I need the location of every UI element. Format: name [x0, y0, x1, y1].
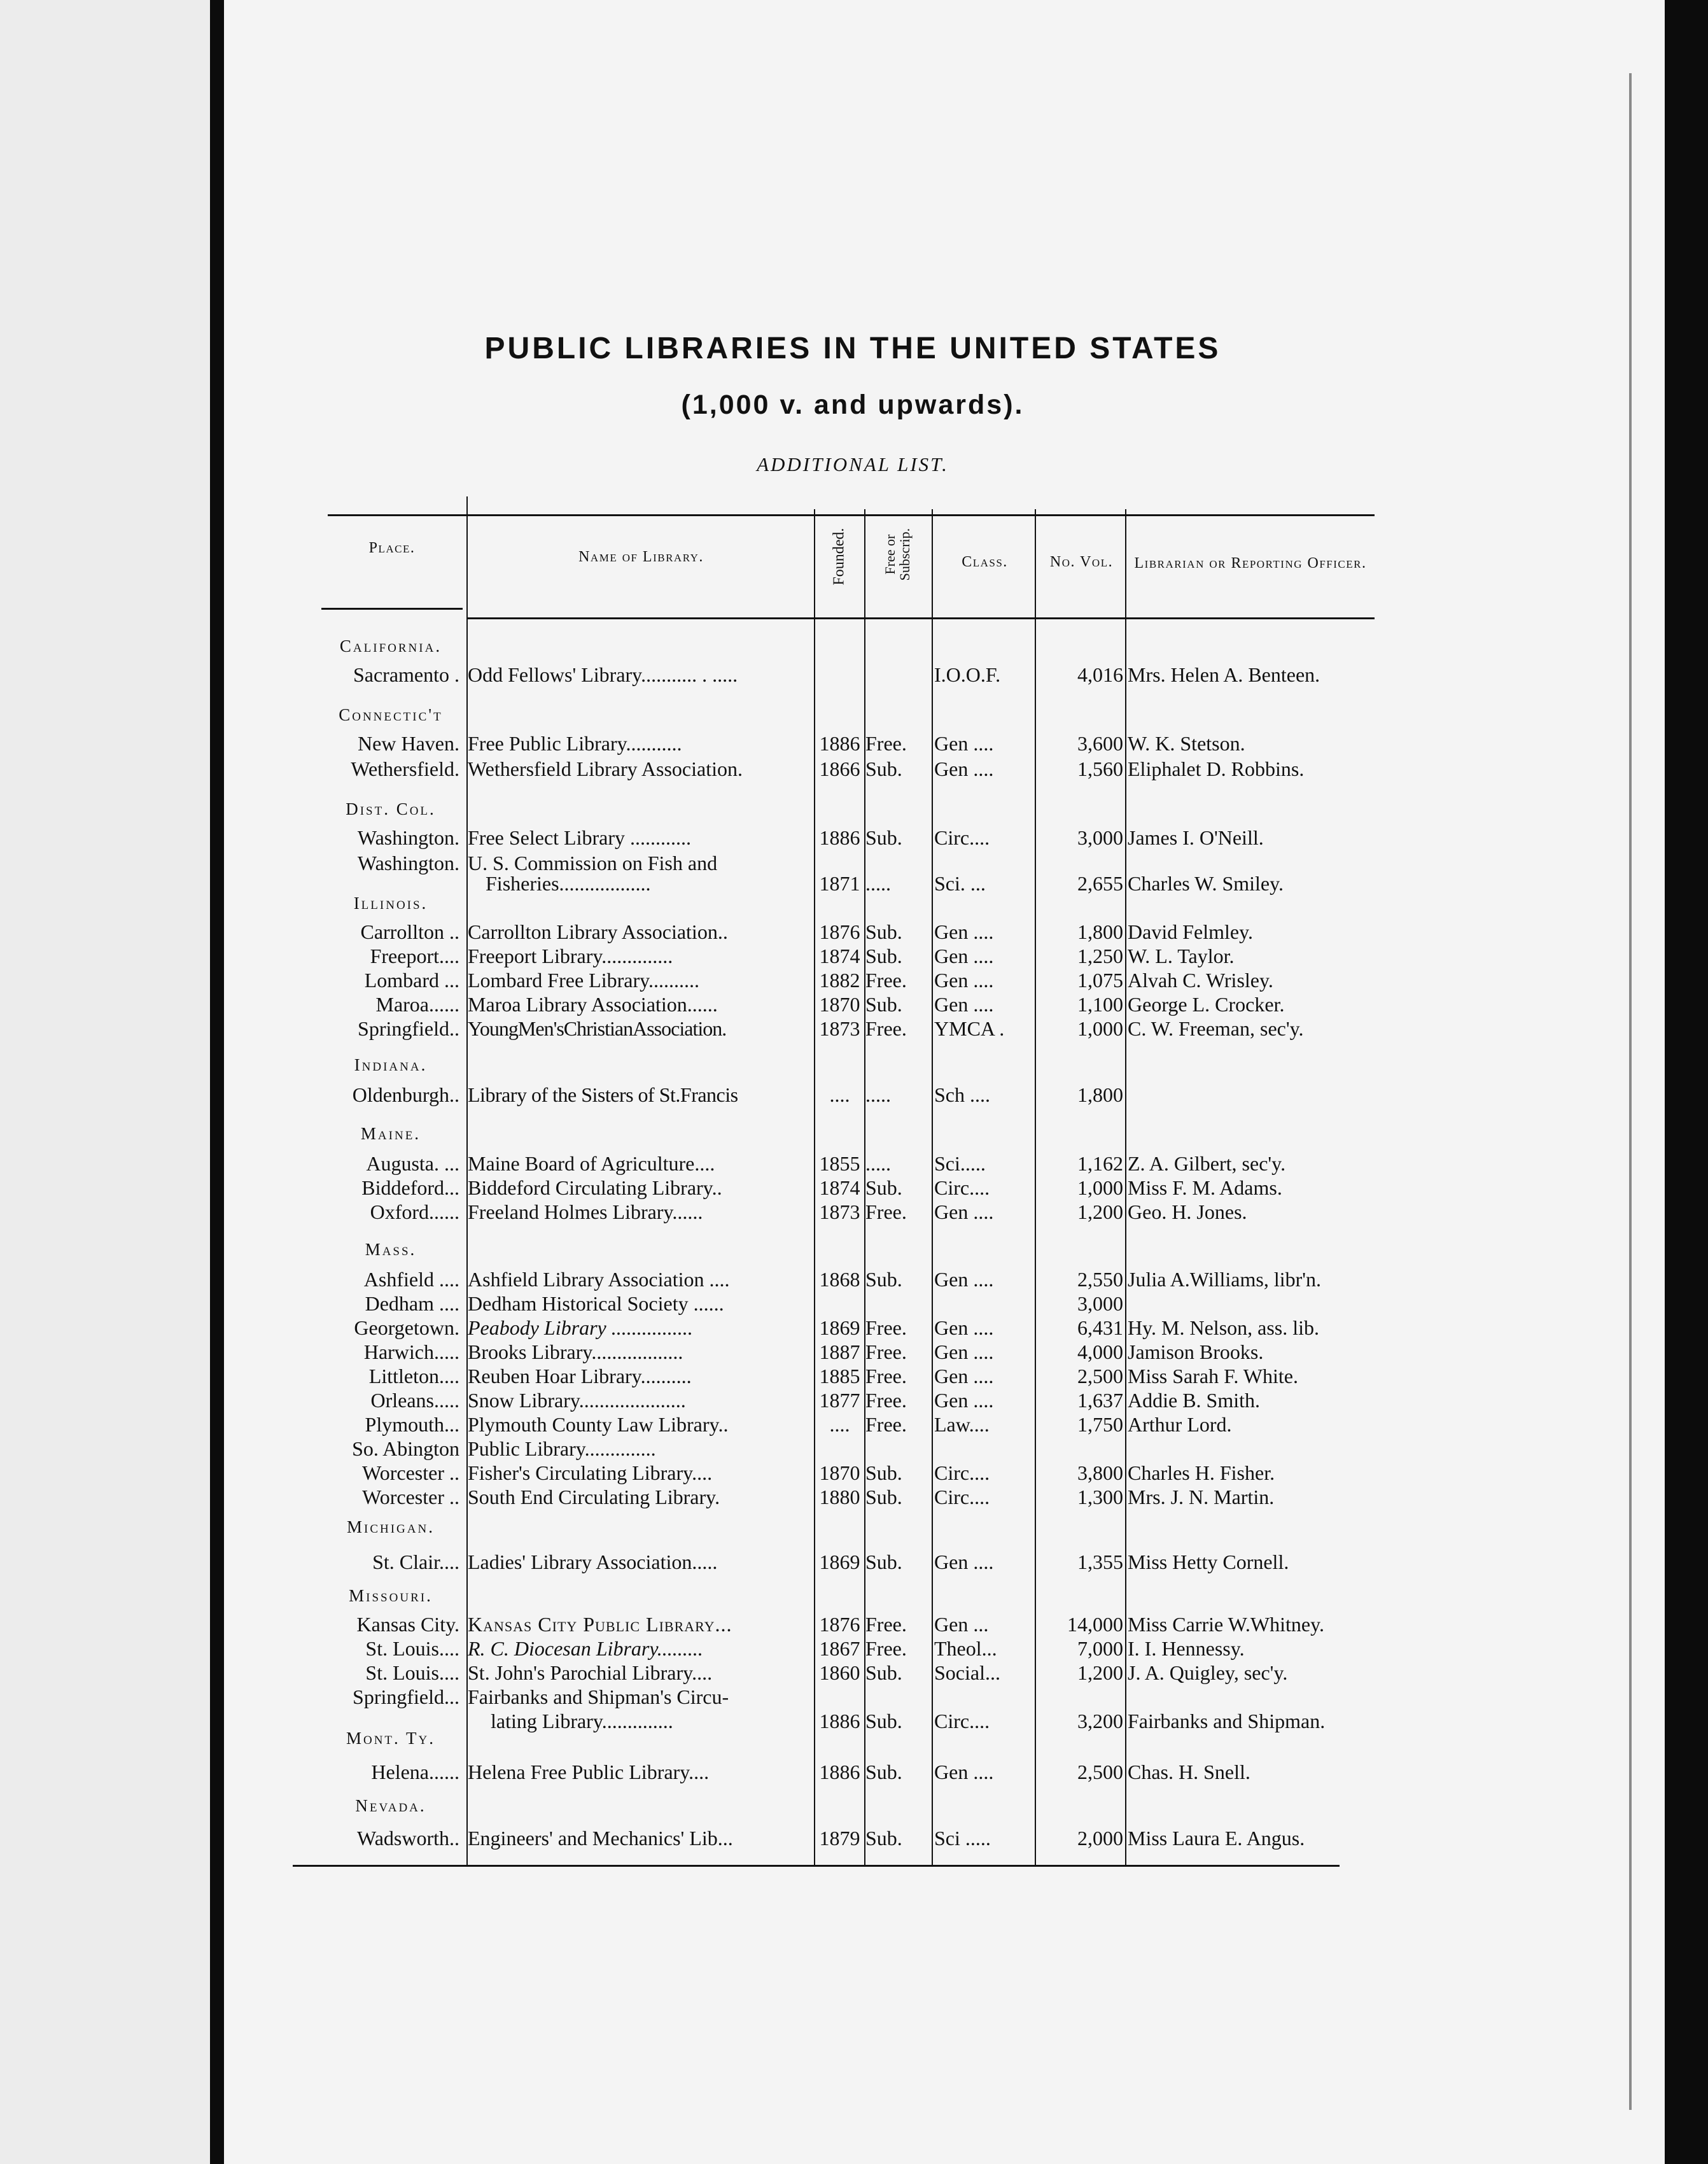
- cell-name: Reuben Hoar Library..........: [468, 1365, 692, 1388]
- cell-free: Sub.: [865, 757, 902, 780]
- cell-vol: 1,000: [1077, 1176, 1123, 1199]
- cell-place: Washington.: [357, 826, 459, 849]
- cell-name: Ladies' Library Association.....: [468, 1550, 718, 1573]
- cell-vol: 7,000: [1077, 1637, 1123, 1660]
- table-row: [0, 1684, 1708, 1710]
- state-heading: Mass.: [365, 1240, 417, 1259]
- col-header-librarian: Librarian or Reporting Officer.: [1134, 555, 1367, 572]
- table-row: [0, 1315, 1708, 1340]
- table-row: [0, 1549, 1708, 1575]
- cell-founded: 1867: [819, 1637, 860, 1660]
- cell-vol: 1,200: [1077, 1200, 1123, 1223]
- cell-place: Carrollton ..: [360, 920, 459, 943]
- cell-free: Sub.: [865, 945, 902, 967]
- cell-name: Wethersfield Library Association.: [468, 757, 743, 780]
- cell-place: Orleans.....: [370, 1389, 459, 1412]
- cell-name: Freeport Library..............: [468, 945, 673, 967]
- cell-founded: 1855: [819, 1152, 860, 1175]
- cell-place: Oldenburgh..: [352, 1083, 459, 1106]
- cell-name: Biddeford Circulating Library..: [468, 1176, 722, 1199]
- cell-vol: 1,162: [1077, 1152, 1123, 1175]
- cell-librarian: Fairbanks and Shipman.: [1128, 1710, 1326, 1732]
- cell-founded: 1868: [819, 1268, 860, 1291]
- cell-founded: 1886: [819, 1760, 860, 1783]
- header-top-rule: [328, 514, 1375, 516]
- cell-place: Helena......: [371, 1760, 459, 1783]
- cell-founded: 1874: [819, 1176, 860, 1199]
- cell-place: Worcester ..: [362, 1486, 459, 1508]
- state-heading: California.: [339, 636, 442, 656]
- cell-librarian: Hy. M. Nelson, ass. lib.: [1128, 1316, 1320, 1339]
- cell-place: St. Clair....: [372, 1550, 459, 1573]
- cell-class: Gen ....: [934, 945, 994, 967]
- cell-class: Gen ....: [934, 732, 994, 755]
- cell-librarian: Geo. H. Jones.: [1128, 1200, 1247, 1223]
- cell-place: Freeport....: [370, 945, 459, 967]
- cell-free: .....: [865, 1152, 891, 1175]
- cell-librarian: Addie B. Smith.: [1128, 1389, 1261, 1412]
- table-row: [0, 1151, 1708, 1176]
- cell-class: Circ....: [934, 1176, 990, 1199]
- cell-place: Worcester ..: [362, 1461, 459, 1484]
- cell-class: Circ....: [934, 1486, 990, 1508]
- cell-librarian: Mrs. J. N. Martin.: [1128, 1486, 1275, 1508]
- cell-name: South End Circulating Library.: [468, 1486, 720, 1508]
- cell-place: St. Louis....: [365, 1661, 459, 1684]
- cell-free: Free.: [865, 1340, 907, 1363]
- cell-librarian: Miss Hetty Cornell.: [1128, 1550, 1289, 1573]
- cell-class: Circ....: [934, 826, 990, 849]
- cell-free: Sub.: [865, 1710, 902, 1732]
- col-header-founded: Founded.: [830, 528, 848, 586]
- cell-name: Fairbanks and Shipman's Circu-: [468, 1685, 729, 1708]
- table-row: [0, 731, 1708, 756]
- state-heading: Mont. Ty.: [346, 1729, 436, 1748]
- cell-place: Georgetown.: [354, 1316, 459, 1339]
- cell-librarian: James I. O'Neill.: [1128, 826, 1264, 849]
- cell-class: Gen ....: [934, 969, 994, 992]
- cell-free: Sub.: [865, 1486, 902, 1508]
- cell-founded: ....: [829, 1413, 850, 1436]
- cell-class: Sch ....: [934, 1083, 990, 1106]
- cell-vol: 2,500: [1077, 1365, 1123, 1388]
- cell-place: So. Abington: [352, 1437, 459, 1460]
- table-row: [0, 756, 1708, 782]
- header-bottom-rule: [468, 617, 1375, 619]
- cell-place: Plymouth...: [365, 1413, 459, 1436]
- cell-class: Gen ....: [934, 920, 994, 943]
- cell-vol: 1,300: [1077, 1486, 1123, 1508]
- cell-place: New Haven.: [358, 732, 459, 755]
- table-row: [0, 1460, 1708, 1486]
- cell-vol: 3,000: [1077, 826, 1123, 849]
- cell-librarian: Jamison Brooks.: [1128, 1340, 1264, 1363]
- table-row: [0, 1412, 1708, 1437]
- cell-place: Kansas City.: [356, 1613, 459, 1636]
- list-label: ADDITIONAL LIST.: [757, 453, 949, 475]
- state-heading: Connectic't: [339, 705, 443, 724]
- cell-place: Biddeford...: [361, 1176, 459, 1199]
- cell-vol: 1,750: [1077, 1413, 1123, 1436]
- cell-class: Circ....: [934, 1461, 990, 1484]
- cell-founded: 1873: [819, 1200, 860, 1223]
- cell-name: Maroa Library Association......: [468, 993, 718, 1016]
- cell-vol: 3,200: [1077, 1710, 1123, 1732]
- table-row: [0, 1388, 1708, 1413]
- table-row: [0, 967, 1708, 993]
- cell-name: Lombard Free Library..........: [468, 969, 700, 992]
- cell-name: Dedham Historical Society ......: [468, 1292, 724, 1315]
- state-heading: Indiana.: [354, 1055, 428, 1074]
- cell-librarian: Arthur Lord.: [1128, 1413, 1232, 1436]
- table-bottom-rule: [293, 1865, 1340, 1867]
- cell-name: YoungMen'sChristianAssociation.: [468, 1017, 727, 1040]
- cell-founded: 1876: [819, 920, 860, 943]
- cell-vol: 14,000: [1067, 1613, 1123, 1636]
- cell-founded: 1882: [819, 969, 860, 992]
- table-row: [0, 919, 1708, 945]
- cell-free: Free.: [865, 732, 907, 755]
- cell-vol: 4,016: [1077, 663, 1123, 686]
- cell-vol: 3,000: [1077, 1292, 1123, 1315]
- col-header-free-or-subscrip: [883, 507, 912, 602]
- cell-vol: 3,600: [1077, 732, 1123, 755]
- cell-librarian: Miss F. M. Adams.: [1128, 1176, 1282, 1199]
- cell-founded: 1871: [819, 872, 860, 895]
- cell-free: Free.: [865, 1413, 907, 1436]
- cell-free: .....: [865, 872, 891, 895]
- state-heading: Dist. Col.: [346, 799, 436, 819]
- cell-founded: 1887: [819, 1340, 860, 1363]
- cell-free: Sub.: [865, 1661, 902, 1684]
- cell-vol: 2,000: [1077, 1827, 1123, 1850]
- cell-vol: 1,355: [1077, 1550, 1123, 1573]
- cell-librarian: Alvah C. Wrisley.: [1128, 969, 1273, 992]
- cell-free: Free.: [865, 1637, 907, 1660]
- cell-place: Augusta. ...: [366, 1152, 459, 1175]
- cell-founded: 1885: [819, 1365, 860, 1388]
- table-row: [0, 1708, 1708, 1734]
- table-row: [0, 1082, 1708, 1107]
- col-header-name: Name of Library.: [578, 549, 704, 565]
- cell-founded: 1874: [819, 945, 860, 967]
- cell-librarian: Julia A.Williams, libr'n.: [1128, 1268, 1322, 1291]
- table-row: [0, 1612, 1708, 1637]
- cell-founded: 1886: [819, 732, 860, 755]
- cell-class: Gen ....: [934, 757, 994, 780]
- cell-free: Sub.: [865, 1176, 902, 1199]
- cell-founded: 1873: [819, 1017, 860, 1040]
- table-row: [0, 1825, 1708, 1851]
- cell-class: Social...: [934, 1661, 1000, 1684]
- cell-librarian: David Felmley.: [1128, 920, 1253, 943]
- cell-name: Snow Library.....................: [468, 1389, 686, 1412]
- cell-librarian: W. K. Stetson.: [1128, 732, 1245, 755]
- cell-vol: 1,637: [1077, 1389, 1123, 1412]
- cell-place: Dedham ....: [365, 1292, 459, 1315]
- cell-vol: 1,000: [1077, 1017, 1123, 1040]
- cell-vol: 2,655: [1077, 872, 1123, 895]
- cell-name: Plymouth County Law Library..: [468, 1413, 729, 1436]
- cell-founded: 1860: [819, 1661, 860, 1684]
- table-row: [0, 1016, 1708, 1041]
- cell-place: Wethersfield.: [351, 757, 459, 780]
- cell-class: Gen ....: [934, 1365, 994, 1388]
- cell-vol: 1,800: [1077, 920, 1123, 943]
- cell-place: Littleton....: [368, 1365, 459, 1388]
- table-row: [0, 825, 1708, 850]
- cell-class: Circ....: [934, 1710, 990, 1732]
- cell-name: St. John's Parochial Library....: [468, 1661, 713, 1684]
- cell-vol: 3,800: [1077, 1461, 1123, 1484]
- cell-name: Fisheries..................: [486, 872, 651, 895]
- cell-name: Public Library..............: [468, 1437, 656, 1460]
- cell-free: Sub.: [865, 1550, 902, 1573]
- cell-name: lating Library..............: [491, 1710, 673, 1732]
- cell-class: Sci.....: [934, 1152, 986, 1175]
- cell-class: Gen ....: [934, 1268, 994, 1291]
- cell-librarian: Charles W. Smiley.: [1128, 872, 1284, 895]
- table-row: [0, 871, 1708, 896]
- cell-place: Ashfield ....: [363, 1268, 459, 1291]
- cell-place: Sacramento .: [353, 663, 459, 686]
- cell-librarian: Eliphalet D. Robbins.: [1128, 757, 1305, 780]
- cell-free: Free.: [865, 1017, 907, 1040]
- cell-free: Free.: [865, 1365, 907, 1388]
- cell-place: Washington.: [357, 852, 459, 875]
- state-heading: Nevada.: [355, 1796, 426, 1815]
- table-row: [0, 1759, 1708, 1785]
- col-header-free-or-subscrip-text: Free or Subscrip.: [881, 528, 913, 581]
- cell-vol: 2,550: [1077, 1268, 1123, 1291]
- state-heading: Missouri.: [349, 1586, 433, 1605]
- cell-librarian: Miss Sarah F. White.: [1128, 1365, 1298, 1388]
- cell-librarian: J. A. Quigley, sec'y.: [1128, 1661, 1288, 1684]
- cell-librarian: I. I. Hennessy.: [1128, 1637, 1245, 1660]
- cell-free: Sub.: [865, 826, 902, 849]
- cell-vol: 1,200: [1077, 1661, 1123, 1684]
- cell-place: Maroa......: [375, 993, 459, 1016]
- cell-vol: 1,075: [1077, 969, 1123, 992]
- cell-class: I.O.O.F.: [934, 663, 1001, 686]
- cell-place: Wadsworth..: [357, 1827, 459, 1850]
- cell-founded: 1880: [819, 1486, 860, 1508]
- cell-place: Harwich.....: [363, 1340, 459, 1363]
- cell-class: Law....: [934, 1413, 990, 1436]
- cell-name: Odd Fellows' Library........... . .....: [468, 663, 738, 686]
- cell-free: Free.: [865, 1613, 907, 1636]
- cell-class: Sci .....: [934, 1827, 991, 1850]
- table-row: [0, 662, 1708, 687]
- cell-librarian: W. L. Taylor.: [1128, 945, 1235, 967]
- cell-vol: 2,500: [1077, 1760, 1123, 1783]
- cell-name: Fisher's Circulating Library....: [468, 1461, 713, 1484]
- cell-founded: 1866: [819, 757, 860, 780]
- cell-name: R. C. Diocesan Library.........: [468, 1637, 703, 1660]
- cell-free: Sub.: [865, 1268, 902, 1291]
- cell-name: Free Public Library...........: [468, 732, 682, 755]
- cell-founded: 1886: [819, 826, 860, 849]
- cell-class: Sci. ...: [934, 872, 986, 895]
- cell-vol: 1,560: [1077, 757, 1123, 780]
- table-row: [0, 1291, 1708, 1316]
- cell-vol: 1,800: [1077, 1083, 1123, 1106]
- cell-librarian: Charles H. Fisher.: [1128, 1461, 1275, 1484]
- cell-place: Springfield...: [353, 1685, 459, 1708]
- cell-class: Gen ....: [934, 1389, 994, 1412]
- table-row: [0, 1363, 1708, 1389]
- state-heading: Illinois.: [353, 894, 428, 913]
- cell-free: Free.: [865, 1389, 907, 1412]
- table-row: [0, 1484, 1708, 1510]
- cell-place: Oxford......: [370, 1200, 459, 1223]
- cell-name: Kansas City Public Library...: [468, 1613, 732, 1636]
- cell-founded: ....: [829, 1083, 850, 1106]
- cell-founded: 1869: [819, 1550, 860, 1573]
- cell-class: Gen ...: [934, 1613, 989, 1636]
- cell-name: Freeland Holmes Library......: [468, 1200, 703, 1223]
- state-heading: Maine.: [360, 1124, 421, 1143]
- cell-class: Gen ....: [934, 1340, 994, 1363]
- cell-name: Carrollton Library Association..: [468, 920, 728, 943]
- table-row: [0, 1175, 1708, 1200]
- cell-name: Free Select Library ............: [468, 826, 691, 849]
- cell-vol: 1,250: [1077, 945, 1123, 967]
- cell-librarian: Mrs. Helen A. Benteen.: [1128, 663, 1320, 686]
- table-row: [0, 1339, 1708, 1365]
- table-row: [0, 943, 1708, 969]
- col-header-no-vol: No. Vol.: [1049, 554, 1114, 570]
- cell-name: Peabody Library ................: [468, 1316, 693, 1339]
- table-row: [0, 1436, 1708, 1461]
- cell-free: Free.: [865, 1316, 907, 1339]
- cell-founded: 1869: [819, 1316, 860, 1339]
- page-title: PUBLIC LIBRARIES IN THE UNITED STATES: [484, 332, 1221, 365]
- cell-vol: 6,431: [1077, 1316, 1123, 1339]
- cell-librarian: Miss Laura E. Angus.: [1128, 1827, 1305, 1850]
- cell-free: Sub.: [865, 993, 902, 1016]
- cell-librarian: C. W. Freeman, sec'y.: [1128, 1017, 1304, 1040]
- page-subtitle: (1,000 v. and upwards).: [681, 390, 1025, 420]
- cell-free: .....: [865, 1083, 891, 1106]
- cell-name: Ashfield Library Association ....: [468, 1268, 730, 1291]
- cell-class: Theol...: [934, 1637, 997, 1660]
- cell-class: Gen ....: [934, 1200, 994, 1223]
- cell-free: Sub.: [865, 920, 902, 943]
- cell-librarian: Chas. H. Snell.: [1128, 1760, 1250, 1783]
- cell-place: Lombard ...: [364, 969, 459, 992]
- cell-vol: 1,100: [1077, 993, 1123, 1016]
- cell-name: U. S. Commission on Fish and: [468, 852, 718, 875]
- cell-founded: 1870: [819, 1461, 860, 1484]
- cell-name: Engineers' and Mechanics' Lib...: [468, 1827, 733, 1850]
- table-row: [0, 1199, 1708, 1225]
- cell-name: Helena Free Public Library....: [468, 1760, 710, 1783]
- cell-name: Maine Board of Agriculture....: [468, 1152, 715, 1175]
- cell-founded: 1876: [819, 1613, 860, 1636]
- cell-class: YMCA .: [934, 1017, 1005, 1040]
- cell-name: Brooks Library..................: [468, 1340, 683, 1363]
- cell-founded: 1870: [819, 993, 860, 1016]
- col-header-place: Place.: [368, 540, 416, 556]
- cell-place: St. Louis....: [365, 1637, 459, 1660]
- cell-free: Free.: [865, 969, 907, 992]
- cell-name: Library of the Sisters of St.Francis: [468, 1083, 738, 1106]
- table-row: [0, 1660, 1708, 1685]
- cell-founded: 1877: [819, 1389, 860, 1412]
- cell-free: Free.: [865, 1200, 907, 1223]
- cell-class: Gen ....: [934, 993, 994, 1016]
- cell-vol: 4,000: [1077, 1340, 1123, 1363]
- table-row: [0, 992, 1708, 1017]
- state-heading: Michigan.: [347, 1517, 435, 1536]
- col-header-class: Class.: [962, 554, 1008, 570]
- cell-founded: 1886: [819, 1710, 860, 1732]
- cell-class: Gen ....: [934, 1316, 994, 1339]
- header-bottom-rule-place: [321, 608, 463, 610]
- cell-librarian: Miss Carrie W.Whitney.: [1128, 1613, 1324, 1636]
- table-row: [0, 1636, 1708, 1661]
- cell-free: Sub.: [865, 1461, 902, 1484]
- cell-librarian: Z. A. Gilbert, sec'y.: [1128, 1152, 1286, 1175]
- cell-class: Gen ....: [934, 1760, 994, 1783]
- cell-place: Springfield..: [358, 1017, 459, 1040]
- cell-librarian: George L. Crocker.: [1128, 993, 1285, 1016]
- cell-free: Sub.: [865, 1760, 902, 1783]
- cell-free: Sub.: [865, 1827, 902, 1850]
- cell-founded: 1879: [819, 1827, 860, 1850]
- cell-class: Gen ....: [934, 1550, 994, 1573]
- table-row: [0, 1267, 1708, 1292]
